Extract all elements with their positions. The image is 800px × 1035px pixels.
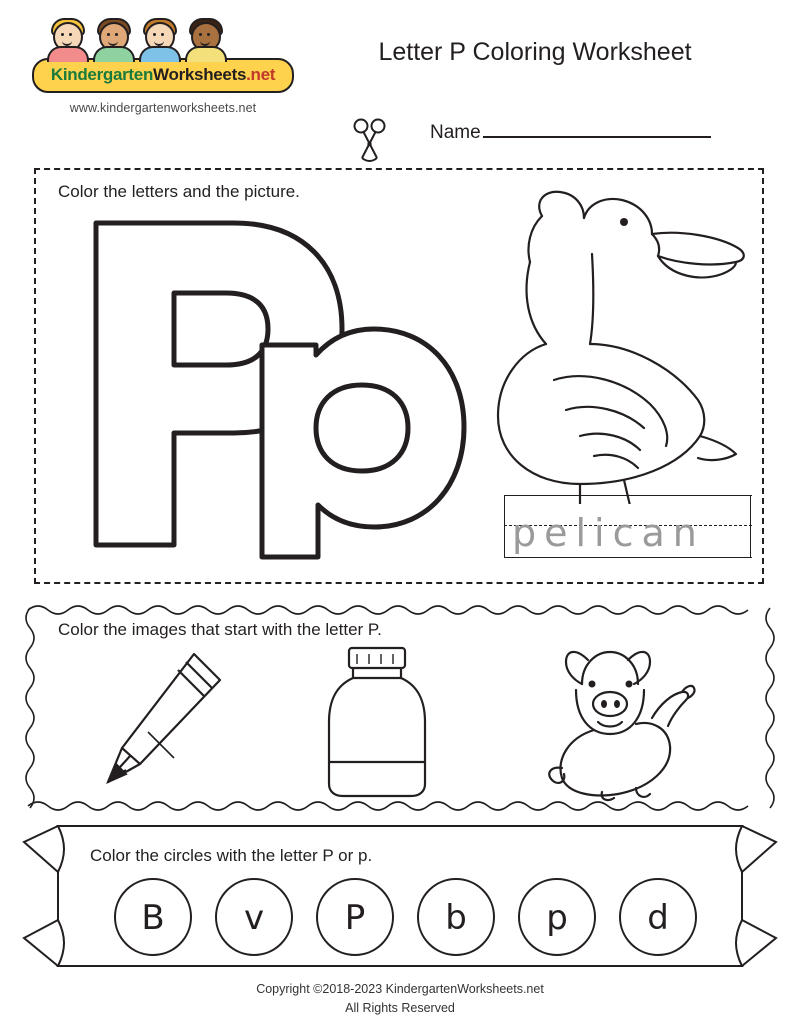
trace-line-right-edge bbox=[750, 495, 751, 557]
logo-wordmark bbox=[32, 58, 294, 93]
pelican-outline-drawing bbox=[484, 184, 754, 504]
page-title: Letter P Coloring Worksheet bbox=[378, 38, 692, 66]
letter-circles-row bbox=[114, 878, 694, 956]
letter-circle[interactable]: b bbox=[417, 878, 495, 956]
scissors-icon bbox=[350, 118, 390, 166]
logo-part-kindergarten: Kindergarten bbox=[50, 65, 154, 84]
name-field-row bbox=[430, 120, 711, 144]
kid-icon bbox=[44, 16, 94, 60]
pig-outline-drawing bbox=[532, 642, 722, 802]
letter-circle[interactable]: d bbox=[619, 878, 697, 956]
section-color-circles bbox=[18, 820, 782, 972]
word-tracing-lines[interactable] bbox=[504, 495, 752, 563]
trace-line-left-edge bbox=[504, 495, 505, 557]
section1-instruction: Color the letters and the picture. bbox=[58, 182, 300, 201]
page-header bbox=[0, 0, 800, 150]
four-kids-icon bbox=[44, 18, 280, 60]
letter-circle[interactable]: P bbox=[316, 878, 394, 956]
kid-icon bbox=[136, 16, 186, 60]
letter-p-outline-uppercase-lowercase bbox=[66, 205, 486, 565]
site-logo[interactable] bbox=[32, 18, 294, 115]
section-color-letters bbox=[34, 168, 764, 584]
page-footer bbox=[0, 980, 800, 1018]
section2-instruction: Color the images that start with the letter P. bbox=[58, 620, 382, 639]
kid-icon bbox=[182, 16, 232, 60]
jar-outline-drawing bbox=[307, 642, 447, 802]
copyright-text: Copyright ©2018-2023 KindergartenWorksheets.net bbox=[256, 982, 544, 996]
trace-line-bottom bbox=[504, 557, 752, 558]
letter-circle[interactable]: B bbox=[114, 878, 192, 956]
name-label: Name bbox=[430, 122, 481, 143]
letter-circle[interactable]: v bbox=[215, 878, 293, 956]
logo-part-worksheets: Worksheets bbox=[153, 65, 247, 84]
section3-instruction: Color the circles with the letter P or p. bbox=[90, 846, 373, 865]
traced-word-pelican: pelican bbox=[512, 511, 705, 555]
logo-part-net: .net bbox=[246, 65, 276, 84]
pencil-outline-drawing bbox=[82, 642, 232, 802]
letter-circle[interactable]: p bbox=[518, 878, 596, 956]
rights-text: All Rights Reserved bbox=[345, 1000, 455, 1015]
site-url[interactable]: www.kindergartenworksheets.net bbox=[69, 101, 257, 115]
section-color-images bbox=[22, 602, 778, 814]
trace-line-top bbox=[504, 495, 752, 496]
name-input-line[interactable] bbox=[483, 120, 711, 138]
kid-icon bbox=[90, 16, 140, 60]
